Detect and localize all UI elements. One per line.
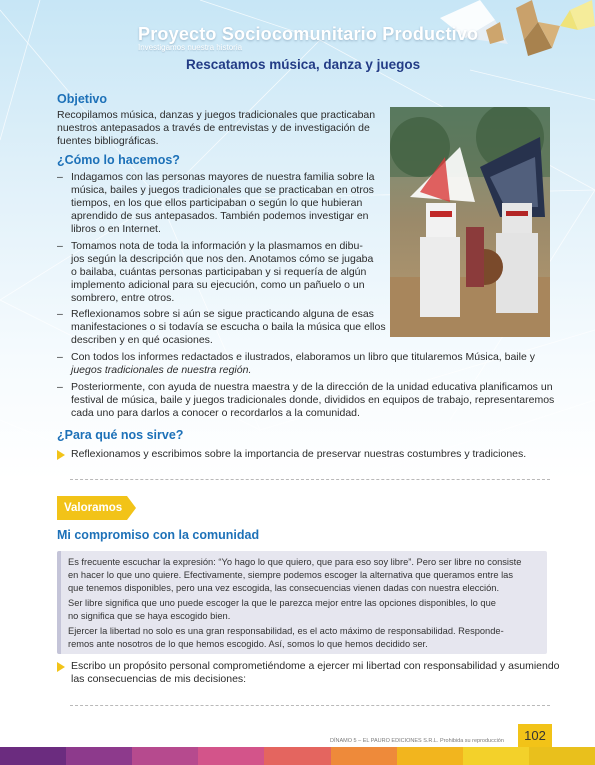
task-arrow-icon bbox=[57, 450, 65, 460]
valoramos-tab: Valoramos bbox=[57, 496, 127, 520]
stripe-segment bbox=[198, 747, 264, 765]
method-item-2-line: o bailaba, cuántas personas participaban y si requería de algún bbox=[71, 266, 367, 278]
stripe-segment bbox=[0, 747, 66, 765]
method-item-2-line: jos según la descripción que nos den. Anotamos cómo se jugaba bbox=[71, 253, 374, 265]
method-item-2-line: implemento adicional para su ejecución, como un pañuelo o un bbox=[71, 279, 365, 291]
objetivo-line-3: fuentes bibliográficas. bbox=[57, 135, 159, 147]
stripe-segment bbox=[397, 747, 463, 765]
project-title: Proyecto Sociocomunitario Productivo bbox=[138, 24, 479, 44]
method-item-1-line: libros o en Internet. bbox=[71, 223, 161, 235]
method-item-3-line: manifestaciones o si todavía se escucha o baila la música que ellos bbox=[71, 321, 386, 333]
task-line-2: las consecuencias de mis decisiones: bbox=[71, 673, 247, 685]
page-number: 102 bbox=[518, 724, 552, 747]
task-arrow-icon bbox=[57, 662, 65, 672]
para-heading: ¿Para qué nos sirve? bbox=[57, 428, 184, 442]
dancers-photo bbox=[390, 107, 550, 337]
method-item-1-line: tiempos, en los que ellos participaban o según lo que hubieran bbox=[71, 197, 363, 209]
para-text: Reflexionamos y escribimos sobre la importancia de preservar nuestras costumbres y tradiciones. bbox=[71, 448, 527, 460]
color-stripe bbox=[0, 747, 595, 765]
objetivo-line-1: Recopilamos música, danzas y juegos tradicionales que practicaban bbox=[57, 109, 376, 121]
method-item-1-line: aprendido de sus antepasados. También podemos investigar en bbox=[71, 210, 369, 222]
method-item-5-line: cada uno para darlos a conocer o recordarlos a la comunidad. bbox=[71, 407, 360, 419]
stripe-segment bbox=[132, 747, 198, 765]
quote-line-4: Ser libre significa que uno puede escoger la que le parezca mejor entre las opciones disponibles, lo que bbox=[68, 598, 496, 608]
method-item-2-line: sombrero, entre otros. bbox=[71, 292, 175, 304]
method-item-1-line: música, bailes y juegos tradicionales que se practicaban en otros bbox=[71, 184, 374, 196]
method-item-5-line: Posteriormente, con ayuda de nuestra maestra y de la dirección de la unidad educativa planificamos un bbox=[71, 381, 553, 393]
stripe-segment bbox=[331, 747, 397, 765]
stripe-segment bbox=[264, 747, 330, 765]
objetivo-heading: Objetivo bbox=[57, 92, 108, 106]
quote-line-1: Es frecuente escuchar la expresión: “Yo hago lo que quiero, que para eso soy libre”. Pero ser libre no consiste bbox=[68, 557, 522, 567]
method-item-5-line: festival de música, baile y juegos tradicionales donde, divididos en equipos de trabajo, representaremos bbox=[71, 394, 555, 406]
task-line-1: Escribo un propósito personal comprometiéndome a ejercer mi libertad con responsabilidad y asumiendo bbox=[71, 660, 560, 672]
objetivo-line-2: nuestros antepasados a través de entrevistas y de investigación de bbox=[57, 122, 370, 134]
answer-line bbox=[70, 479, 550, 480]
method-item-3-line: describen y en qué ocasiones. bbox=[71, 334, 213, 346]
quote-line-2: en hacer lo que uno quiere. Efectivamente, siempre podemos escoger la alternativa que queramos entre las bbox=[68, 570, 513, 580]
compromiso-heading: Mi compromiso con la comunidad bbox=[57, 528, 260, 542]
como-heading: ¿Cómo lo hacemos? bbox=[57, 153, 180, 167]
method-item-4-line: Con todos los informes redactados e ilustrados, elaboramos un libro que titularemos Música, baile y bbox=[71, 351, 535, 363]
quote-line-6: Ejercer la libertad no solo es una gran responsabilidad, es el acto máximo de responsabilidad. Responde- bbox=[68, 626, 504, 636]
answer-line bbox=[70, 705, 550, 706]
stripe-segment bbox=[529, 747, 595, 765]
page-title: Rescatamos música, danza y juegos bbox=[186, 57, 421, 72]
quote-line-5: no significa que se haya escogido bien. bbox=[68, 611, 231, 621]
method-item-3-line: Reflexionamos sobre si aún se sigue practicando alguna de esas bbox=[71, 308, 374, 320]
method-item-2-line: Tomamos nota de toda la información y la plasmamos en dibu- bbox=[71, 240, 363, 252]
project-subtitle: Investigamos nuestra historia bbox=[138, 43, 243, 52]
method-item-1-line: Indagamos con las personas mayores de nuestra familia sobre la bbox=[71, 171, 375, 183]
stripe-segment bbox=[66, 747, 132, 765]
quote-line-3: que tenemos disponibles, pero una vez escogida, las consecuencias vienen dadas con nuestra elección. bbox=[68, 583, 500, 593]
quote-line-7: remos ante nosotros de lo que hemos escogido. Así, somos lo que hemos decidido ser. bbox=[68, 639, 428, 649]
stripe-segment bbox=[463, 747, 529, 765]
footer-credit: DÍNAMO 5 – EL PAURO EDICIONES S.R.L. Prohibida su reproducción bbox=[330, 738, 504, 744]
method-item-4-line: juegos tradicionales de nuestra región. bbox=[71, 364, 252, 376]
